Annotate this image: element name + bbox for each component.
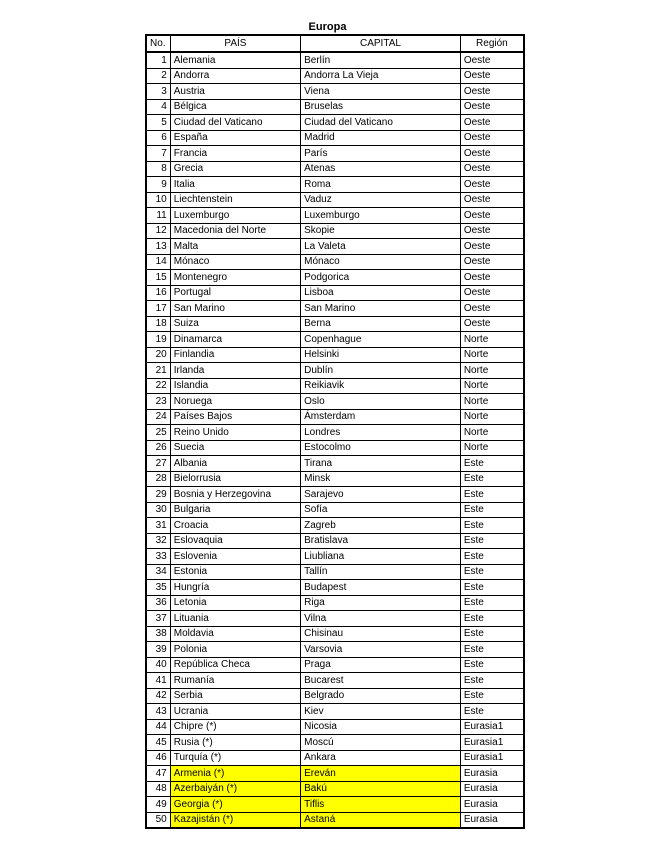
cell-pais: Islandia: [170, 378, 300, 394]
cell-region: Este: [460, 611, 524, 627]
table-row: [146, 719, 524, 735]
cell-no: 10: [146, 192, 170, 208]
cell-no: 39: [146, 642, 170, 658]
cell-region: Este: [460, 657, 524, 673]
cell-capital: Dublín: [301, 363, 461, 379]
table-row: [146, 177, 524, 193]
cell-capital: Ciudad del Vaticano: [301, 115, 461, 131]
table-row: [146, 704, 524, 720]
cell-region: Oeste: [460, 130, 524, 146]
cell-no: 2: [146, 68, 170, 84]
header-capital: CAPITAL: [301, 35, 461, 52]
table-row: [146, 750, 524, 766]
cell-no: 5: [146, 115, 170, 131]
table-row: [146, 84, 524, 100]
table-row: [146, 316, 524, 332]
cell-capital: Minsk: [301, 471, 461, 487]
cell-capital: Vilna: [301, 611, 461, 627]
cell-capital: Vaduz: [301, 192, 461, 208]
table-row: [146, 673, 524, 689]
cell-pais: Rusia (*): [170, 735, 300, 751]
table-row: [146, 533, 524, 549]
cell-pais: Armenia (*): [170, 766, 300, 782]
cell-pais: Alemania: [170, 52, 300, 68]
cell-capital: Skopie: [301, 223, 461, 239]
cell-no: 22: [146, 378, 170, 394]
cell-capital: Astaná: [301, 812, 461, 828]
cell-no: 33: [146, 549, 170, 565]
table-row: [146, 208, 524, 224]
cell-region: Eurasia: [460, 766, 524, 782]
cell-region: Oeste: [460, 192, 524, 208]
cell-region: Este: [460, 564, 524, 580]
table-row: [146, 223, 524, 239]
table-title: Europa: [308, 21, 347, 33]
cell-no: 14: [146, 254, 170, 270]
cell-capital: Bakú: [301, 781, 461, 797]
cell-no: 30: [146, 502, 170, 518]
cell-pais: Albania: [170, 456, 300, 472]
table-row: [146, 735, 524, 751]
cell-pais: Hungría: [170, 580, 300, 596]
cell-pais: Dinamarca: [170, 332, 300, 348]
table-row: [146, 192, 524, 208]
cell-no: 31: [146, 518, 170, 534]
table-row: [146, 797, 524, 813]
table-row: [146, 409, 524, 425]
cell-capital: Viena: [301, 84, 461, 100]
cell-capital: Roma: [301, 177, 461, 193]
table-row: [146, 487, 524, 503]
table-row: [146, 161, 524, 177]
cell-no: 43: [146, 704, 170, 720]
cell-capital: Atenas: [301, 161, 461, 177]
cell-capital: París: [301, 146, 461, 162]
cell-no: 37: [146, 611, 170, 627]
cell-pais: Países Bajos: [170, 409, 300, 425]
cell-no: 15: [146, 270, 170, 286]
cell-capital: Ámsterdam: [301, 409, 461, 425]
cell-capital: Liubliana: [301, 549, 461, 565]
cell-pais: Austria: [170, 84, 300, 100]
cell-capital: Mónaco: [301, 254, 461, 270]
cell-pais: Letonia: [170, 595, 300, 611]
cell-pais: Reino Unido: [170, 425, 300, 441]
cell-no: 36: [146, 595, 170, 611]
cell-pais: Moldavia: [170, 626, 300, 642]
cell-capital: Andorra La Vieja: [301, 68, 461, 84]
cell-region: Este: [460, 704, 524, 720]
cell-no: 18: [146, 316, 170, 332]
cell-region: Norte: [460, 409, 524, 425]
cell-capital: Varsovia: [301, 642, 461, 658]
cell-pais: Polonia: [170, 642, 300, 658]
cell-pais: Montenegro: [170, 270, 300, 286]
cell-capital: Luxemburgo: [301, 208, 461, 224]
table-row: [146, 99, 524, 115]
cell-pais: Macedonia del Norte: [170, 223, 300, 239]
cell-region: Norte: [460, 363, 524, 379]
table-row: [146, 347, 524, 363]
cell-no: 40: [146, 657, 170, 673]
cell-no: 41: [146, 673, 170, 689]
cell-region: Oeste: [460, 270, 524, 286]
cell-pais: Estonia: [170, 564, 300, 580]
table-row: [146, 812, 524, 828]
header-no: No.: [146, 35, 170, 52]
cell-capital: Nicosia: [301, 719, 461, 735]
cell-capital: Ankara: [301, 750, 461, 766]
cell-region: Este: [460, 549, 524, 565]
cell-no: 1: [146, 52, 170, 68]
cell-capital: Reikiavik: [301, 378, 461, 394]
cell-capital: Sofía: [301, 502, 461, 518]
cell-no: 11: [146, 208, 170, 224]
table-body: [146, 52, 524, 828]
cell-pais: Francia: [170, 146, 300, 162]
cell-capital: Praga: [301, 657, 461, 673]
cell-region: Este: [460, 533, 524, 549]
cell-capital: Bratislava: [301, 533, 461, 549]
cell-pais: Ciudad del Vaticano: [170, 115, 300, 131]
cell-no: 24: [146, 409, 170, 425]
cell-region: Este: [460, 580, 524, 596]
cell-no: 27: [146, 456, 170, 472]
cell-pais: España: [170, 130, 300, 146]
cell-region: Eurasia: [460, 812, 524, 828]
cell-pais: Bélgica: [170, 99, 300, 115]
cell-region: Oeste: [460, 208, 524, 224]
cell-pais: Eslovenia: [170, 549, 300, 565]
cell-capital: Lisboa: [301, 285, 461, 301]
cell-region: Este: [460, 487, 524, 503]
cell-region: Oeste: [460, 99, 524, 115]
cell-no: 35: [146, 580, 170, 596]
cell-capital: Berlín: [301, 52, 461, 68]
table-row: [146, 440, 524, 456]
cell-capital: Ereván: [301, 766, 461, 782]
cell-no: 20: [146, 347, 170, 363]
table-row: [146, 781, 524, 797]
table-row: [146, 115, 524, 131]
cell-region: Norte: [460, 394, 524, 410]
table-row: [146, 595, 524, 611]
cell-no: 13: [146, 239, 170, 255]
cell-capital: Helsinki: [301, 347, 461, 363]
cell-capital: Podgorica: [301, 270, 461, 286]
cell-no: 45: [146, 735, 170, 751]
table-row: [146, 394, 524, 410]
table-row: [146, 68, 524, 84]
table-row: [146, 301, 524, 317]
table-row: [146, 456, 524, 472]
cell-pais: Croacia: [170, 518, 300, 534]
cell-no: 8: [146, 161, 170, 177]
cell-region: Eurasia1: [460, 750, 524, 766]
cell-no: 42: [146, 688, 170, 704]
cell-pais: Ucrania: [170, 704, 300, 720]
cell-capital: Madrid: [301, 130, 461, 146]
cell-pais: Noruega: [170, 394, 300, 410]
cell-region: Eurasia: [460, 781, 524, 797]
cell-region: Norte: [460, 440, 524, 456]
table-row: [146, 611, 524, 627]
cell-capital: Budapest: [301, 580, 461, 596]
cell-no: 3: [146, 84, 170, 100]
table-row: [146, 580, 524, 596]
table-row: [146, 549, 524, 565]
cell-region: Oeste: [460, 84, 524, 100]
cell-capital: Sarajevo: [301, 487, 461, 503]
table-row: [146, 564, 524, 580]
cell-no: 16: [146, 285, 170, 301]
cell-pais: Irlanda: [170, 363, 300, 379]
cell-pais: San Marino: [170, 301, 300, 317]
cell-pais: Suecia: [170, 440, 300, 456]
cell-no: 26: [146, 440, 170, 456]
cell-pais: Bulgaria: [170, 502, 300, 518]
cell-region: Este: [460, 518, 524, 534]
cell-no: 7: [146, 146, 170, 162]
cell-capital: Riga: [301, 595, 461, 611]
table-row: [146, 518, 524, 534]
cell-capital: La Valeta: [301, 239, 461, 255]
cell-capital: Tallín: [301, 564, 461, 580]
cell-pais: República Checa: [170, 657, 300, 673]
cell-no: 32: [146, 533, 170, 549]
table-row: [146, 239, 524, 255]
cell-no: 6: [146, 130, 170, 146]
cell-region: Norte: [460, 425, 524, 441]
cell-no: 28: [146, 471, 170, 487]
table-row: [146, 363, 524, 379]
table-row: [146, 332, 524, 348]
cell-no: 44: [146, 719, 170, 735]
table-row: [146, 285, 524, 301]
cell-pais: Kazajistán (*): [170, 812, 300, 828]
cell-region: Oeste: [460, 254, 524, 270]
cell-region: Oeste: [460, 161, 524, 177]
cell-no: 50: [146, 812, 170, 828]
table-row: [146, 254, 524, 270]
cell-capital: Tirana: [301, 456, 461, 472]
cell-pais: Liechtenstein: [170, 192, 300, 208]
cell-capital: Zagreb: [301, 518, 461, 534]
cell-region: Oeste: [460, 115, 524, 131]
cell-pais: Serbia: [170, 688, 300, 704]
cell-pais: Finlandia: [170, 347, 300, 363]
header-pais: PAÍS: [170, 35, 300, 52]
cell-pais: Azerbaiyán (*): [170, 781, 300, 797]
countries-table: [145, 34, 525, 829]
cell-pais: Bosnia y Herzegovina: [170, 487, 300, 503]
cell-pais: Lituania: [170, 611, 300, 627]
cell-region: Norte: [460, 378, 524, 394]
cell-no: 29: [146, 487, 170, 503]
cell-region: Oeste: [460, 223, 524, 239]
table-row: [146, 657, 524, 673]
cell-pais: Turquía (*): [170, 750, 300, 766]
cell-pais: Italia: [170, 177, 300, 193]
cell-capital: Belgrado: [301, 688, 461, 704]
table-row: [146, 146, 524, 162]
cell-no: 17: [146, 301, 170, 317]
cell-region: Este: [460, 471, 524, 487]
cell-region: Eurasia1: [460, 719, 524, 735]
cell-capital: Bruselas: [301, 99, 461, 115]
cell-region: Este: [460, 673, 524, 689]
cell-pais: Bielorrusia: [170, 471, 300, 487]
cell-region: Este: [460, 642, 524, 658]
cell-region: Oeste: [460, 301, 524, 317]
cell-pais: Luxemburgo: [170, 208, 300, 224]
cell-capital: Oslo: [301, 394, 461, 410]
cell-pais: Grecia: [170, 161, 300, 177]
cell-no: 25: [146, 425, 170, 441]
cell-pais: Chipre (*): [170, 719, 300, 735]
cell-no: 46: [146, 750, 170, 766]
header-region: Región: [460, 35, 524, 52]
cell-region: Norte: [460, 347, 524, 363]
cell-no: 49: [146, 797, 170, 813]
cell-no: 19: [146, 332, 170, 348]
cell-region: Este: [460, 595, 524, 611]
table-row: [146, 471, 524, 487]
table-row: [146, 626, 524, 642]
cell-region: Oeste: [460, 68, 524, 84]
cell-pais: Rumanía: [170, 673, 300, 689]
cell-no: 23: [146, 394, 170, 410]
cell-no: 21: [146, 363, 170, 379]
cell-region: Este: [460, 502, 524, 518]
header-row: [146, 35, 524, 52]
table-row: [146, 766, 524, 782]
cell-pais: Andorra: [170, 68, 300, 84]
cell-capital: Copenhague: [301, 332, 461, 348]
table-row: [146, 378, 524, 394]
cell-no: 12: [146, 223, 170, 239]
table-row: [146, 425, 524, 441]
cell-capital: Bucarest: [301, 673, 461, 689]
cell-capital: Tiflis: [301, 797, 461, 813]
cell-region: Oeste: [460, 146, 524, 162]
cell-capital: Kiev: [301, 704, 461, 720]
cell-region: Eurasia: [460, 797, 524, 813]
table-row: [146, 688, 524, 704]
table-row: [146, 130, 524, 146]
table-row: [146, 52, 524, 68]
cell-pais: Malta: [170, 239, 300, 255]
cell-capital: Moscú: [301, 735, 461, 751]
cell-no: 34: [146, 564, 170, 580]
cell-region: Oeste: [460, 316, 524, 332]
cell-capital: Berna: [301, 316, 461, 332]
cell-region: Este: [460, 456, 524, 472]
cell-pais: Portugal: [170, 285, 300, 301]
cell-no: 9: [146, 177, 170, 193]
cell-region: Norte: [460, 332, 524, 348]
cell-capital: Estocolmo: [301, 440, 461, 456]
cell-pais: Eslovaquia: [170, 533, 300, 549]
cell-pais: Mónaco: [170, 254, 300, 270]
cell-no: 47: [146, 766, 170, 782]
cell-region: Oeste: [460, 52, 524, 68]
table-row: [146, 642, 524, 658]
cell-capital: Londres: [301, 425, 461, 441]
cell-region: Oeste: [460, 285, 524, 301]
cell-region: Eurasia1: [460, 735, 524, 751]
table-row: [146, 502, 524, 518]
cell-no: 38: [146, 626, 170, 642]
cell-no: 4: [146, 99, 170, 115]
cell-region: Este: [460, 688, 524, 704]
cell-no: 48: [146, 781, 170, 797]
cell-pais: Suiza: [170, 316, 300, 332]
cell-capital: San Marino: [301, 301, 461, 317]
cell-pais: Georgia (*): [170, 797, 300, 813]
cell-capital: Chisinau: [301, 626, 461, 642]
cell-region: Este: [460, 626, 524, 642]
cell-region: Oeste: [460, 177, 524, 193]
table-row: [146, 270, 524, 286]
cell-region: Oeste: [460, 239, 524, 255]
